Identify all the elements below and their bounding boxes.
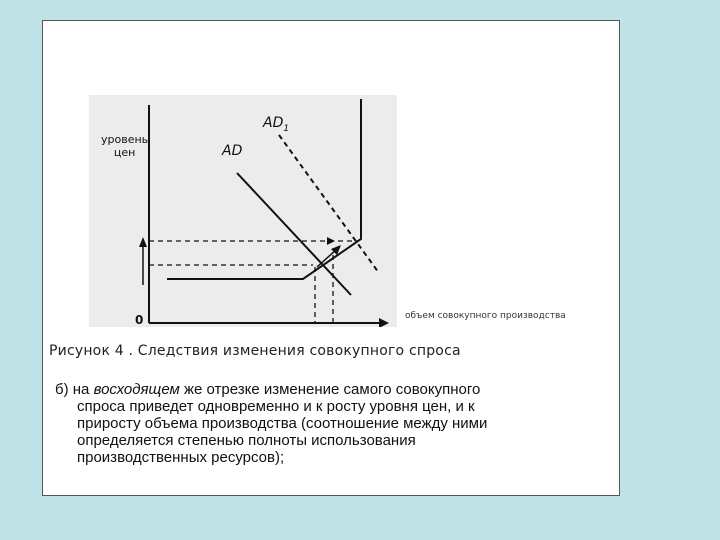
x-axis-arrow [379,318,389,327]
body-paragraph [55,381,600,466]
paragraph-line-4: определяется степенью полноты использования [77,432,416,449]
figure-graphic [89,95,397,327]
y-axis-label-line2: цен [113,146,136,159]
y-axis-label-line1: уровень [101,133,149,146]
y-axis-label [101,133,148,159]
x-axis-caption: объем совокупного производства [405,311,566,321]
ad-curve [237,173,351,295]
slide [42,20,620,496]
line1-suffix: же отрезке изменение самого совокупного [179,381,481,398]
paragraph-line-2: спроса приведет одновременно и к росту уровня цен, и к [77,398,475,415]
paragraph-line-1 [55,381,600,398]
ad1-label-subscript: 1 [283,123,290,134]
aggregate-supply-demand-figure [89,95,397,327]
line1-prefix: б) на [55,381,94,398]
paragraph-line-3: приросту объема производства (соотношение между ними [77,415,488,432]
ad1-curve [279,135,379,273]
ad1-curve-label [263,115,289,134]
figure-caption: Рисунок 4 . Следствия изменения совокупного спроса [49,343,461,359]
price-increase-arrow-head [139,237,147,247]
guide-arrow-right [327,237,335,245]
ad1-label-main: AD [263,115,284,131]
origin-label: 0 [135,313,144,327]
line1-emphasis: восходящем [93,381,180,398]
ad-curve-label: AD [222,143,243,159]
paragraph-line-5: производственных ресурсов); [77,449,285,466]
